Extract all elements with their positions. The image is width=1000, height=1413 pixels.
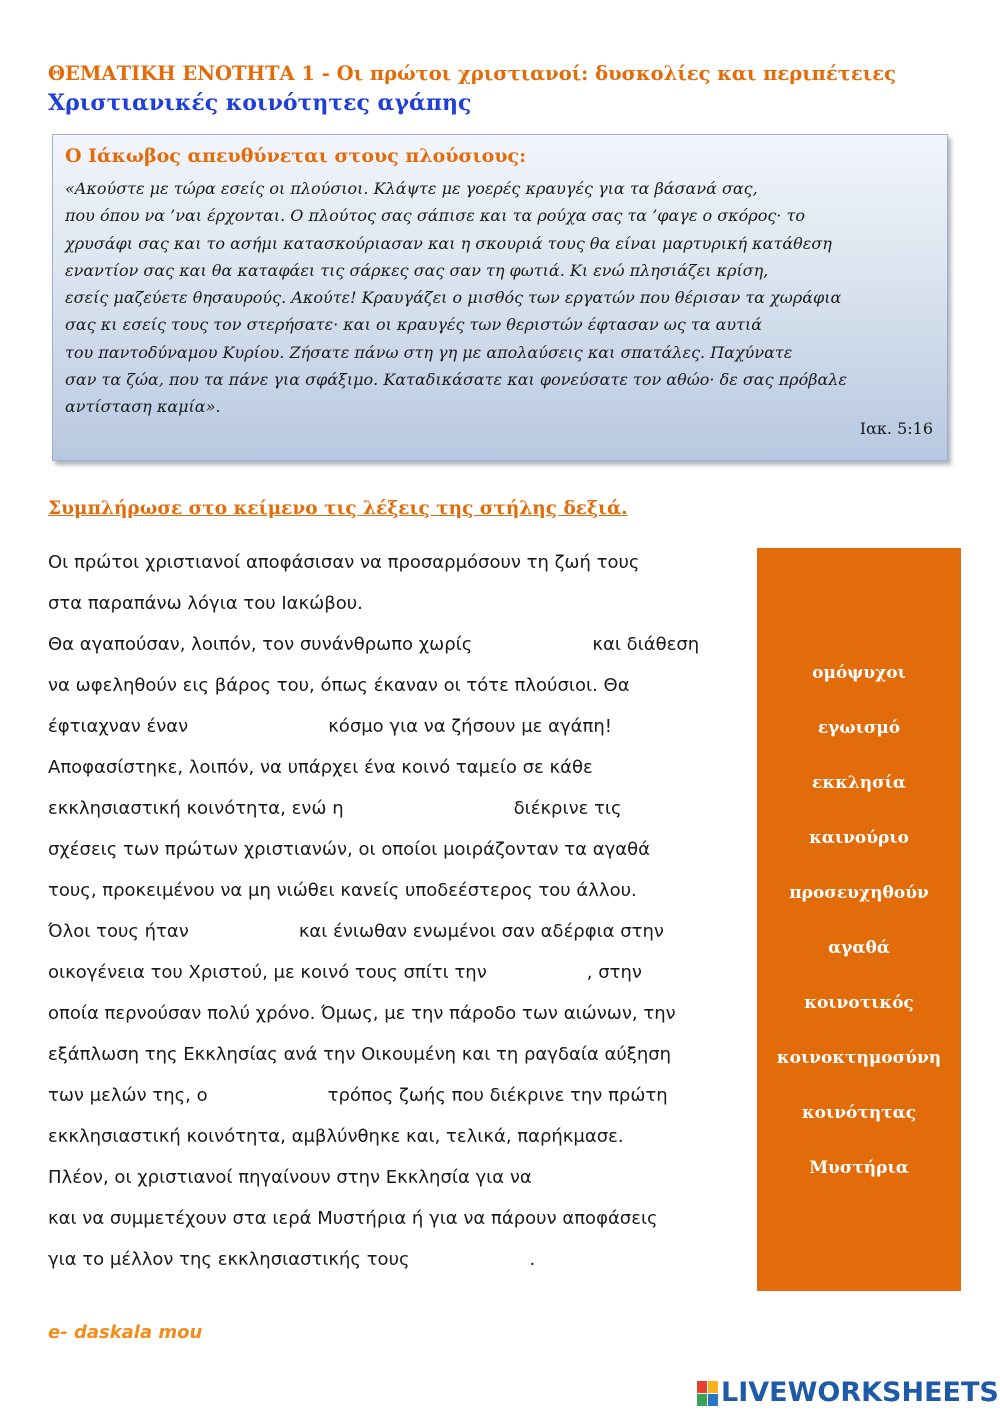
quote-line: του παντοδύναμου Κυρίου. Ζήσατε πάνω στη γη με απολαύσεις και σπατάλες. Παχύνατε [65, 342, 793, 362]
text-segment: στα παραπάνω λόγια του Ιακώβου. [48, 593, 363, 614]
text-segment: εξάπλωση της Εκκλησίας ανά την Οικουμένη και τη ραγδαία αύξηση [48, 1044, 672, 1065]
text-line [48, 1198, 748, 1239]
word-bank-item[interactable]: προσευχηθούν [789, 883, 929, 903]
text-line [48, 1034, 748, 1075]
footer-brand: e- daskala mou [48, 1322, 203, 1343]
text-line [48, 665, 748, 706]
word-bank-item[interactable]: αγαθά [828, 938, 890, 958]
text-segment: Οι πρώτοι χριστιανοί αποφάσισαν να προσαρμόσουν τη ζωή τους [48, 552, 640, 573]
quote-line: σας κι εσείς τους τον στερήσατε· και οι κραυγές των θεριστών έφτασαν ως τα αυτιά [65, 315, 763, 335]
text-segment: σχέσεις των πρώτων χριστιανών, οι οποίοι μοιράζονταν τα αγαθά [48, 839, 650, 860]
text-segment: και ένιωθαν ενωμένοι σαν αδέρφια στην [298, 921, 664, 942]
text-line [48, 1239, 748, 1280]
text-line [48, 624, 748, 665]
word-bank [757, 548, 961, 1291]
quote-line: αντίσταση καμία». [65, 397, 221, 417]
quote-line: που όπου να ’ναι έρχονται. Ο πλούτος σας σάπισε και τα ρούχα σας τα ’φαγε ο σκόρος· το [65, 206, 805, 226]
quote-reference: Ιακ. 5:16 [859, 419, 933, 438]
quote-line: σαν τα ζώα, που τα πάνε για σφάξιμο. Καταδικάσατε και φονεύσατε τον αθώο· δε σας πρόβαλε [65, 370, 847, 390]
text-line [48, 1075, 748, 1116]
text-segment: τρόπος ζωής που διέκρινε την πρώτη [327, 1085, 668, 1106]
text-segment: κόσμο για να ζήσουν με αγάπη! [328, 716, 612, 737]
quote-box [52, 134, 948, 461]
text-segment: , στην [586, 962, 642, 983]
text-segment: . [529, 1249, 536, 1270]
text-segment: Θα αγαπούσαν, λοιπόν, τον συνάνθρωπο χωρίς [48, 634, 473, 655]
word-bank-item[interactable]: εγωισμό [817, 718, 901, 738]
quote-line: «Ακούστε με τώρα εσείς οι πλούσιοι. Κλάψτε με γοερές κραυγές για τα βάσανά σας, [65, 179, 758, 198]
liveworksheets-logo-text: LIVEWORKSHEETS [721, 1377, 999, 1408]
text-line [48, 993, 748, 1034]
text-line [48, 952, 748, 993]
text-segment: των μελών της, ο [48, 1085, 208, 1106]
word-bank-item[interactable]: ομόψυχοι [812, 663, 906, 683]
text-line [48, 829, 748, 870]
text-line [48, 870, 748, 911]
text-segment: και να συμμετέχουν στα ιερά Μυστήρια ή για να πάρουν αποφάσεις [48, 1208, 658, 1229]
text-line [48, 1116, 748, 1157]
word-bank-item[interactable]: κοινοκτημοσύνη [776, 1048, 942, 1068]
text-segment: και διάθεση [592, 634, 700, 655]
text-segment: Πλέον, οι χριστιανοί πηγαίνουν στην Εκκλησία για να [48, 1167, 532, 1188]
word-bank-item[interactable]: εκκλησία [812, 773, 906, 793]
word-bank-item[interactable]: καινούριο [809, 828, 909, 848]
text-line [48, 788, 748, 829]
text-segment: για το μέλλον της εκκλησιαστικής τους [48, 1249, 410, 1270]
text-line [48, 542, 748, 583]
text-line [48, 747, 748, 788]
text-segment: Αποφασίστηκε, λοιπόν, να υπάρχει ένα κοινό ταμείο σε κάθε [48, 757, 593, 778]
quote-heading: Ο Ιάκωβος απευθύνεται στους πλούσιους: [65, 145, 527, 167]
exercise-instruction: Συμπλήρωσε στο κείμενο τις λέξεις της στήλης δεξιά. [48, 498, 628, 519]
text-line [48, 1157, 748, 1198]
text-segment: οικογένεια του Χριστού, με κοινό τους σπίτι την [48, 962, 487, 983]
text-line [48, 583, 748, 624]
liveworksheets-logo-icon [697, 1380, 719, 1406]
quote-text [65, 175, 847, 421]
theme-title: ΘΕΜΑΤΙΚΗ ΕΝΟΤΗΤΑ 1 - Οι πρώτοι χριστιανοί: δυσκολίες και περιπέτειες [48, 62, 896, 85]
liveworksheets-logo [697, 1378, 999, 1408]
text-segment: διέκρινε τις [513, 798, 622, 819]
fill-in-text [48, 542, 748, 1280]
text-segment: Όλοι τους ήταν [48, 921, 189, 942]
text-segment: εκκλησιαστική κοινότητα, αμβλύνθηκε και, τελικά, παρήκμασε. [48, 1126, 624, 1147]
quote-line: εναντίον σας και θα καταφάει τις σάρκες σας σαν τη φωτιά. Κι ενώ πλησιάζει κρίση, [65, 260, 769, 280]
quote-line: εσείς μαζεύετε θησαυρούς. Ακούτε! Κραυγάζει ο μισθός των εργατών που θέρισαν τα χωράφια [65, 288, 842, 308]
word-bank-item[interactable]: κοινότητας [801, 1103, 917, 1123]
text-segment: εκκλησιαστική κοινότητα, ενώ η [48, 798, 344, 819]
word-bank-item[interactable]: Μυστήρια [809, 1158, 909, 1178]
word-bank-item[interactable]: κοινοτικός [804, 993, 914, 1013]
word-list [757, 646, 961, 1196]
text-segment: τους, προκειμένου να μη νιώθει κανείς υποδεέστερος του άλλου. [48, 880, 637, 901]
text-segment: οποία περνούσαν πολύ χρόνο. Όμως, με την πάροδο των αιώνων, την [48, 1003, 676, 1024]
text-segment: να ωφεληθούν εις βάρος του, όπως έκαναν οι τότε πλούσιοι. Θα [48, 675, 630, 696]
text-segment: έφτιαχναν έναν [48, 716, 189, 737]
text-line [48, 706, 748, 747]
text-line [48, 911, 748, 952]
page-subtitle: Χριστιανικές κοινότητες αγάπης [48, 90, 472, 116]
quote-line: χρυσάφι σας και το ασήμι κατασκούριασαν και η σκουριά τους θα είναι μαρτυρική κατάθεση [65, 233, 832, 253]
